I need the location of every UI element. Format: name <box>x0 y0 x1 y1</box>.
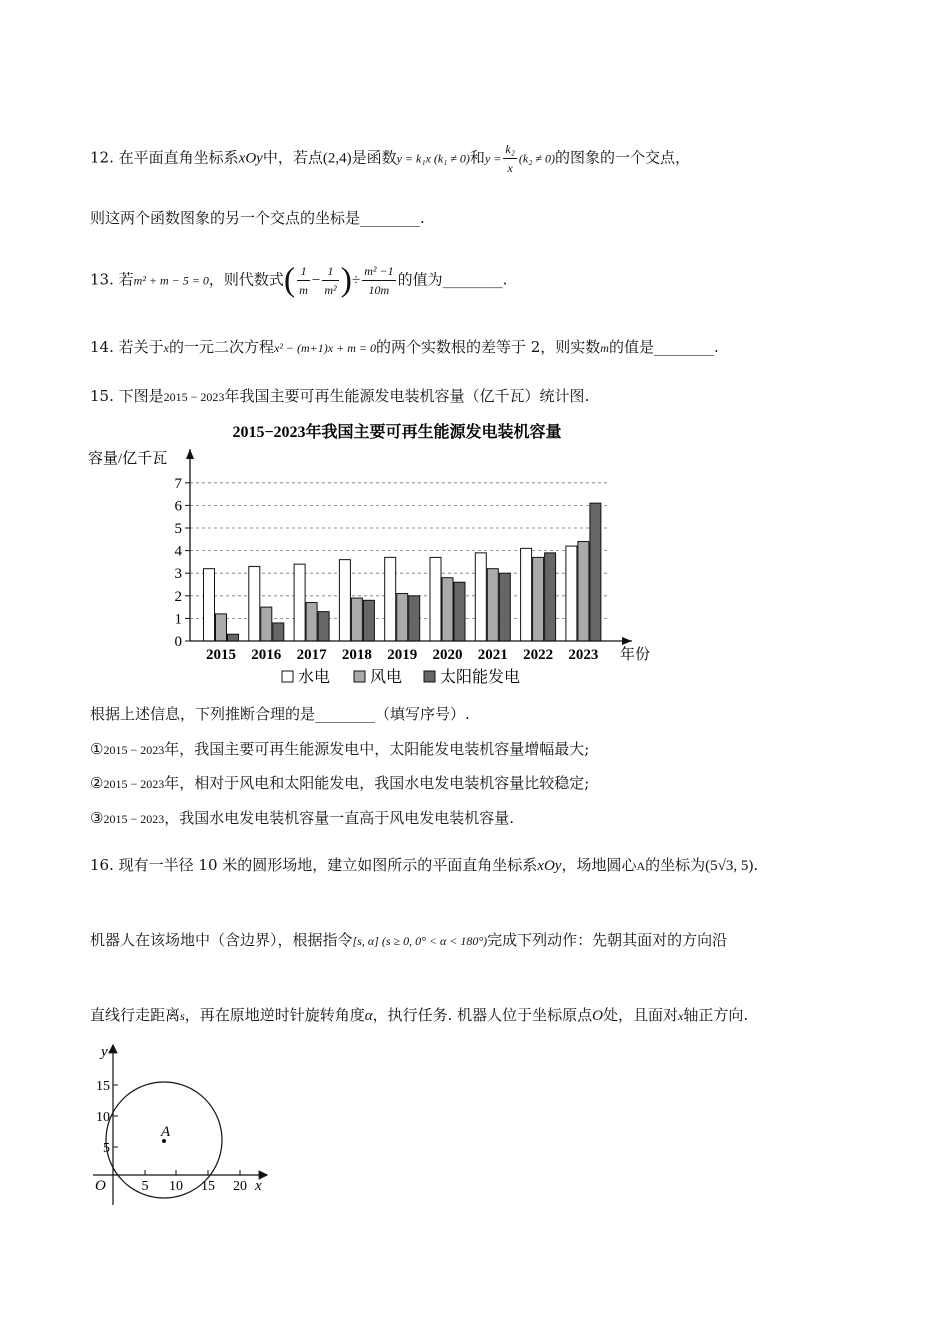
ytick-label: 4 <box>174 543 182 560</box>
q13-frac-a: $\frac{1}{m}$ <box>299 264 308 297</box>
ytick-label: 0 <box>174 634 182 650</box>
bar-2016-0 <box>249 566 260 641</box>
q12-func2-fraction: $\frac{\text{k₂}}{x}$ <box>505 142 515 175</box>
ytick-label: 2 <box>174 588 182 605</box>
fig-xtick-20: 20 <box>233 1179 247 1194</box>
bar-2016-1 <box>261 607 272 641</box>
q12-func2-lhs: y = <box>484 151 502 166</box>
bar-2018-2 <box>363 600 374 641</box>
xtick-label-2016: 2016 <box>251 647 282 663</box>
xtick-label-2018: 2018 <box>341 647 372 663</box>
ytick-label: 3 <box>174 566 182 583</box>
x-axis-arrow <box>622 637 632 645</box>
xtick-label-2023: 2023 <box>568 647 599 663</box>
fig-ytick-10: 10 <box>96 1110 110 1125</box>
bar-2021-1 <box>487 569 498 641</box>
q15-option-1: ①2015 − 2023年，我国主要可再生能源发电中，太阳能发电装机容量增幅最大; <box>90 740 590 758</box>
bar-2015-0 <box>204 569 215 641</box>
legend-swatch-2 <box>424 671 435 682</box>
fig-y-label: y <box>101 1044 108 1060</box>
q14-equation: x² − (m+1)x + m = 0 <box>274 341 376 355</box>
q16-line2: 机器人在该场地中（含边界），根据指令[s, α] (s ≥ 0, 0° < α < 180°)完成下列动作：先朝其面对的方向沿 <box>90 931 728 949</box>
y-axis-arrow <box>186 449 194 459</box>
bar-2018-0 <box>339 560 350 641</box>
q12-coord-system: xOy <box>238 150 263 167</box>
q12-line1: 12. 在平面直角坐标系xOy中，若点(2,4)是函数y = k₁x (k₁ ≠ 0)和y = $\frac{\text{k₂}}{x}$ (k₂ ≠ 0)的图象的一个交点， <box>90 142 690 175</box>
bar-2020-2 <box>454 582 465 641</box>
q16-line3: 直线行走距离s，再在原地逆时针旋转角度α，执行任务. 机器人位于坐标原点O处，且面对x轴正方向. <box>90 1006 749 1024</box>
bar-2022-2 <box>545 553 556 641</box>
fig-origin-label: O <box>95 1178 106 1194</box>
q15-intro: 15. 下图是2015 − 2023年我国主要可再生能源发电装机容量（亿千瓦）统计图. <box>90 387 590 405</box>
q12-number: 12. <box>90 148 114 167</box>
q12-point: (2,4) <box>322 150 352 167</box>
xtick-label-2019: 2019 <box>387 647 418 663</box>
q12-func2-cond: (k₂ ≠ 0) <box>518 151 555 166</box>
q16-figure <box>85 1040 285 1210</box>
fig-xtick-15: 15 <box>201 1179 215 1194</box>
bar-2023-1 <box>578 542 589 641</box>
fig-ytick-15: 15 <box>96 1079 110 1094</box>
q12-func1: y = k₁x (k₁ ≠ 0) <box>396 151 470 166</box>
bar-2017-1 <box>306 603 317 641</box>
center-label-a: A <box>161 1124 171 1140</box>
legend-label-1: 风电 <box>370 669 403 686</box>
q15-question: 根据上述信息，下列推断合理的是________（填写序号）. <box>90 705 470 723</box>
q16-line1: 16. 现有一半径 10 米的圆形场地，建立如图所示的平面直角坐标系xOy，场地圆心A的坐标为(5√3, 5). <box>90 856 759 874</box>
fig-y-ticks <box>96 1079 118 1156</box>
fig-x-label: x <box>255 1178 262 1194</box>
fig-xtick-10: 10 <box>169 1179 183 1194</box>
q13-frac-b: $\frac{1}{\text{m²}}$ <box>324 264 337 297</box>
xtick-label-2021: 2021 <box>477 647 508 663</box>
q14-line: 14. 若关于x的一元二次方程x² − (m+1)x + m = 0的两个实数根的差等于 2，则实数m的值是________. <box>90 338 719 356</box>
bar-2023-2 <box>590 503 601 641</box>
bar-2015-1 <box>216 614 227 641</box>
q16-number: 16. <box>90 856 114 874</box>
bar-2021-2 <box>499 573 510 641</box>
q15-option-2: ②2015 − 2023年，相对于风电和太阳能发电，我国水电发电装机容量比较稳定; <box>90 774 590 792</box>
q12-line2: 则这两个函数图象的另一个交点的坐标是________. <box>90 209 425 227</box>
xtick-label-2015: 2015 <box>206 647 236 663</box>
bar-2018-1 <box>351 598 362 641</box>
xtick-label-2020: 2020 <box>432 647 463 663</box>
q14-number: 14. <box>90 338 114 356</box>
bar-2022-1 <box>533 557 544 641</box>
chart-title: 2015−2023年我国主要可再生能源发电装机容量 <box>232 424 562 441</box>
q13-number: 13. <box>90 270 114 289</box>
bar-2016-2 <box>273 623 284 641</box>
legend-swatch-1 <box>354 671 365 682</box>
legend-label-2: 太阳能发电 <box>440 669 521 686</box>
legend-swatch-0 <box>282 671 293 682</box>
q13-frac-c: $\frac{\text{m² −1}}{10m}$ <box>364 264 394 297</box>
ytick-label: 5 <box>174 521 182 537</box>
xtick-label-2017: 2017 <box>296 647 327 663</box>
fig-ytick-5: 5 <box>103 1141 110 1156</box>
renewable-capacity-chart <box>0 415 950 695</box>
bar-2020-0 <box>430 557 441 641</box>
bar-2019-0 <box>385 557 396 641</box>
bar-2021-0 <box>475 553 486 641</box>
bar-2020-1 <box>442 578 453 641</box>
chart-ylabel: 容量/亿千瓦 <box>88 451 168 467</box>
q16-command: [s, α] (s ≥ 0, 0° < α < 180°) <box>352 934 488 948</box>
bar-2022-0 <box>521 548 532 641</box>
chart-xlabel: 年份 <box>620 647 651 663</box>
xtick-label-2022: 2022 <box>523 647 554 663</box>
q13-line: 13. 若m² + m − 5 = 0，则代数式( $\frac{1}{m}$ − $\frac{1}{\text{m²}}$ )÷ $\frac{\text{m² −1}}{10m}$ 的值为________. <box>90 261 508 299</box>
q13-equation: m² + m − 5 = 0 <box>133 273 209 288</box>
q15-number: 15. <box>90 387 114 405</box>
bar-2019-2 <box>409 596 420 641</box>
bar-2017-0 <box>294 564 305 641</box>
fig-x-ticks <box>142 1170 248 1194</box>
legend-label-0: 水电 <box>298 669 331 686</box>
ytick-label: 6 <box>174 498 182 515</box>
bar-2017-2 <box>318 612 329 641</box>
bar-2019-1 <box>397 594 408 641</box>
fig-xtick-5: 5 <box>141 1179 149 1194</box>
ytick-label: 7 <box>174 475 182 492</box>
bar-2023-0 <box>566 546 577 641</box>
q15-option-3: ③2015 − 2023，我国水电发电装机容量一直高于风电发电装机容量. <box>90 809 515 827</box>
bar-2015-2 <box>228 634 239 641</box>
q16-center: (5√3, 5) <box>705 858 754 874</box>
ytick-label: 1 <box>174 611 182 628</box>
